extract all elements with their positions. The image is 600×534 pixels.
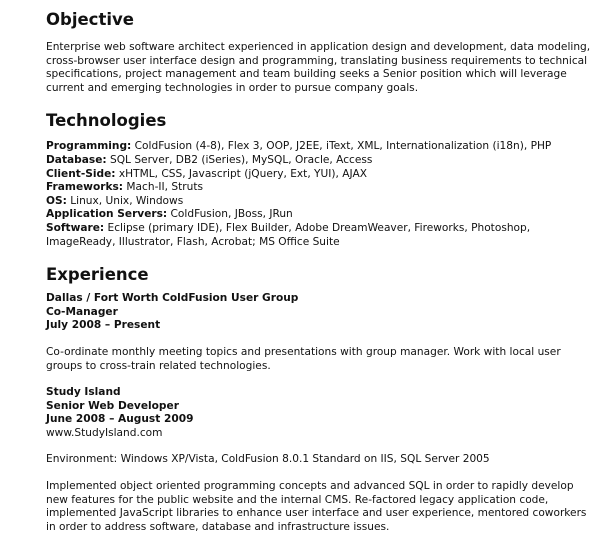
spacer bbox=[46, 333, 594, 346]
tech-value: Mach-II, Struts bbox=[123, 181, 204, 194]
job-description: Implemented object oriented programming concepts and advanced SQL in order to rapidly develop new features for the public website and the internal CMS. Re-factored legacy application code, implemented JavaScript libraries to enhance user interface and user experience, mentored coworkers in order to address software, database and infrastructure issues. bbox=[46, 480, 587, 533]
tech-row-client-side bbox=[46, 168, 594, 182]
job-description: Co-ordinate monthly meeting topics and presentations with group manager. Work with local user groups to cross-train related technologies. bbox=[46, 345, 561, 372]
tech-label: Database: bbox=[46, 153, 107, 166]
job-title: Co-Manager bbox=[46, 305, 118, 318]
tech-label: Software: bbox=[46, 221, 105, 234]
tech-value: Eclipse (primary IDE), Flex Builder, Adobe DreamWeaver, Fireworks, Photoshop, ImageReady, Illustrator, Flash, Acrobat; MS Office Suite bbox=[46, 221, 531, 248]
objective-heading: Objective bbox=[46, 10, 134, 29]
job-organization: Study Island bbox=[46, 386, 121, 399]
tech-row-software bbox=[46, 222, 594, 249]
job-organization: Dallas / Fort Worth ColdFusion User Group bbox=[46, 292, 299, 305]
tech-row-programming bbox=[46, 140, 594, 154]
spacer bbox=[46, 440, 594, 453]
job-dates: July 2008 – Present bbox=[46, 319, 161, 332]
company-website: www.StudyIsland.com bbox=[46, 426, 163, 439]
tech-label: Client-Side: bbox=[46, 167, 116, 180]
tech-label: OS: bbox=[46, 194, 67, 207]
experience-section bbox=[46, 264, 594, 534]
tech-row-frameworks bbox=[46, 181, 594, 195]
objective-text: Enterprise web software architect experienced in application design and development, data modeling, cross-browser user interface design and programming, translating business requirements to technical specifications, project management and team building seeks a Senior position which will leverage current and emerging technologies in order to pursue company goals. bbox=[46, 41, 591, 94]
job-environment: Environment: Windows XP/Vista, ColdFusion 8.0.1 Standard on IIS, SQL Server 2005 bbox=[46, 453, 490, 466]
tech-value: ColdFusion, JBoss, JRun bbox=[167, 208, 293, 221]
technologies-heading: Technologies bbox=[46, 111, 167, 131]
tech-label: Application Servers: bbox=[46, 208, 168, 221]
experience-heading: Experience bbox=[46, 265, 149, 285]
spacer bbox=[46, 373, 594, 386]
tech-value: xHTML, CSS, Javascript (jQuery, Ext, YUI), AJAX bbox=[115, 167, 367, 180]
job-entry-study-island bbox=[46, 386, 594, 534]
tech-row-application-servers bbox=[46, 208, 594, 222]
spacer bbox=[46, 467, 594, 480]
tech-row-os bbox=[46, 195, 594, 209]
tech-row-database bbox=[46, 154, 594, 168]
tech-value: Linux, Unix, Windows bbox=[66, 194, 184, 207]
resume-content bbox=[46, 9, 594, 534]
technologies-section bbox=[46, 110, 594, 249]
objective-section bbox=[46, 9, 594, 95]
tech-value: ColdFusion (4-8), Flex 3, OOP, J2EE, iText, XML, Internationalization (i18n), PHP bbox=[131, 140, 552, 153]
job-title: Senior Web Developer bbox=[46, 399, 179, 412]
technologies-list bbox=[46, 140, 594, 249]
tech-value: SQL Server, DB2 (iSeries), MySQL, Oracle, Access bbox=[106, 153, 373, 166]
tech-label: Frameworks: bbox=[46, 181, 124, 194]
job-entry-dfw-cfug bbox=[46, 292, 594, 373]
job-dates: June 2008 – August 2009 bbox=[46, 413, 194, 426]
tech-label: Programming: bbox=[46, 140, 132, 153]
